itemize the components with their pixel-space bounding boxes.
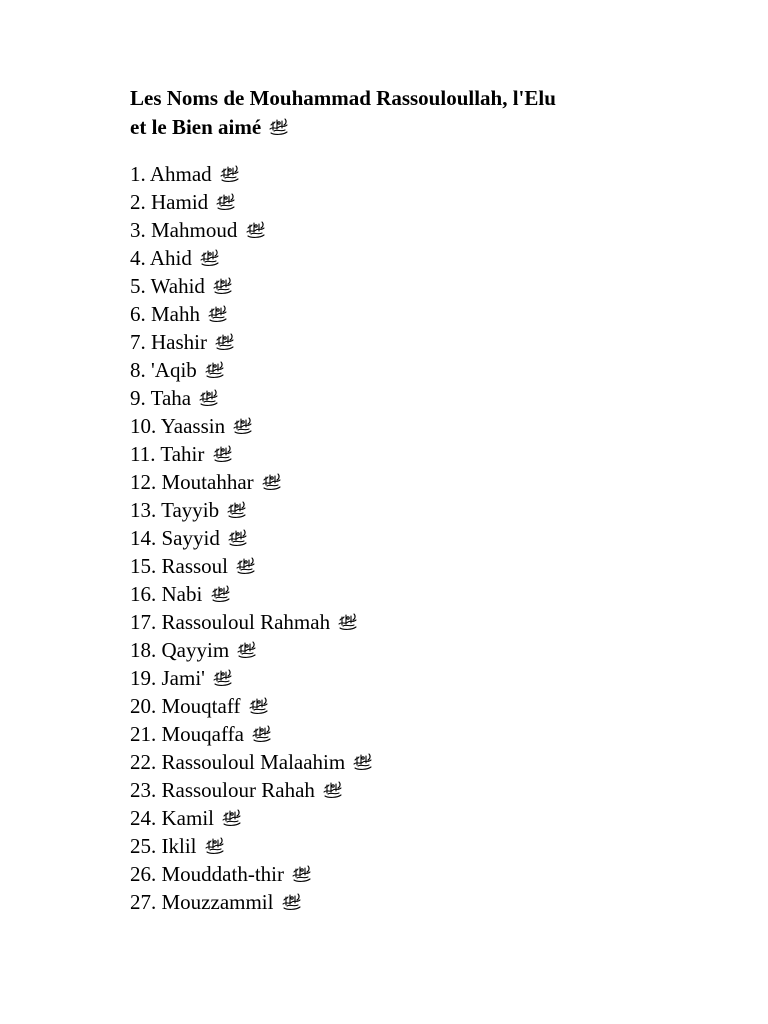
document-page (130, 84, 730, 914)
salawat-calligraphy-icon (219, 164, 241, 184)
list-item (130, 188, 374, 216)
salawat-calligraphy-icon (204, 836, 226, 856)
list-item (130, 328, 374, 356)
salawat-calligraphy-icon (322, 780, 344, 800)
list-item (130, 664, 374, 692)
name-label: 6. Mahh (130, 302, 200, 326)
list-item (130, 272, 374, 300)
name-label: 15. Rassoul (130, 554, 229, 578)
salawat-calligraphy-icon (204, 360, 226, 380)
salawat-calligraphy-icon (210, 584, 232, 604)
name-label: 4. Ahid (130, 246, 192, 270)
salawat-calligraphy-icon (198, 388, 220, 408)
name-label: 25. Iklil (130, 834, 197, 858)
list-item (130, 888, 374, 916)
document-title (130, 84, 730, 142)
salawat-calligraphy-icon (212, 668, 234, 688)
list-item (130, 832, 374, 860)
salawat-calligraphy-icon (281, 892, 303, 912)
name-label: 9. Taha (130, 386, 192, 410)
salawat-calligraphy-icon (212, 444, 234, 464)
name-label: 2. Hamid (130, 190, 209, 214)
title-line-2: et le Bien aimé (130, 115, 262, 139)
name-label: 24. Kamil (130, 806, 214, 830)
list-item (130, 804, 374, 832)
list-item (130, 608, 374, 636)
name-label: 19. Jami' (130, 666, 205, 690)
list-item (130, 440, 374, 468)
name-label: 17. Rassouloul Rahmah (130, 610, 331, 634)
list-item (130, 496, 374, 524)
salawat-calligraphy-icon (221, 808, 243, 828)
salawat-calligraphy-icon (245, 220, 267, 240)
list-item (130, 216, 374, 244)
list-item (130, 384, 374, 412)
list-item (130, 776, 374, 804)
name-label: 27. Mouzzammil (130, 890, 274, 914)
salawat-calligraphy-icon (215, 192, 237, 212)
list-item (130, 748, 374, 776)
name-label: 8. 'Aqib (130, 358, 197, 382)
salawat-calligraphy-icon (291, 864, 313, 884)
list-item (130, 720, 374, 748)
name-label: 3. Mahmoud (130, 218, 238, 242)
salawat-calligraphy-icon (214, 332, 236, 352)
list-item (130, 524, 374, 552)
salawat-calligraphy-icon (207, 304, 229, 324)
salawat-calligraphy-icon (352, 752, 374, 772)
name-label: 1. Ahmad (130, 162, 212, 186)
name-label: 16. Nabi (130, 582, 203, 606)
name-label: 20. Mouqtaff (130, 694, 241, 718)
name-label: 5. Wahid (130, 274, 205, 298)
names-list (130, 160, 374, 916)
salawat-calligraphy-icon (227, 528, 249, 548)
name-label: 14. Sayyid (130, 526, 220, 550)
list-item (130, 244, 374, 272)
salawat-calligraphy-icon (232, 416, 254, 436)
name-label: 21. Mouqaffa (130, 722, 244, 746)
list-item (130, 692, 374, 720)
list-item (130, 636, 374, 664)
salawat-calligraphy-icon (212, 276, 234, 296)
name-label: 22. Rassouloul Malaahim (130, 750, 346, 774)
salawat-calligraphy-icon (337, 612, 359, 632)
name-label: 18. Qayyim (130, 638, 230, 662)
salawat-calligraphy-icon (268, 117, 290, 137)
list-item (130, 468, 374, 496)
salawat-calligraphy-icon (248, 696, 270, 716)
list-item (130, 412, 374, 440)
name-label: 23. Rassoulour Rahah (130, 778, 315, 802)
name-label: 26. Mouddath-thir (130, 862, 284, 886)
list-item (130, 552, 374, 580)
list-item (130, 580, 374, 608)
title-line-1: Les Noms de Mouhammad Rassouloullah, l'Elu (130, 86, 556, 110)
name-label: 11. Tahir (130, 442, 205, 466)
salawat-calligraphy-icon (226, 500, 248, 520)
salawat-calligraphy-icon (261, 472, 283, 492)
salawat-calligraphy-icon (236, 640, 258, 660)
name-label: 12. Moutahhar (130, 470, 254, 494)
salawat-calligraphy-icon (251, 724, 273, 744)
list-item (130, 160, 374, 188)
salawat-calligraphy-icon (199, 248, 221, 268)
list-item (130, 300, 374, 328)
name-label: 10. Yaassin (130, 414, 226, 438)
name-label: 13. Tayyib (130, 498, 220, 522)
list-item (130, 860, 374, 888)
list-item (130, 356, 374, 384)
salawat-calligraphy-icon (235, 556, 257, 576)
name-label: 7. Hashir (130, 330, 207, 354)
